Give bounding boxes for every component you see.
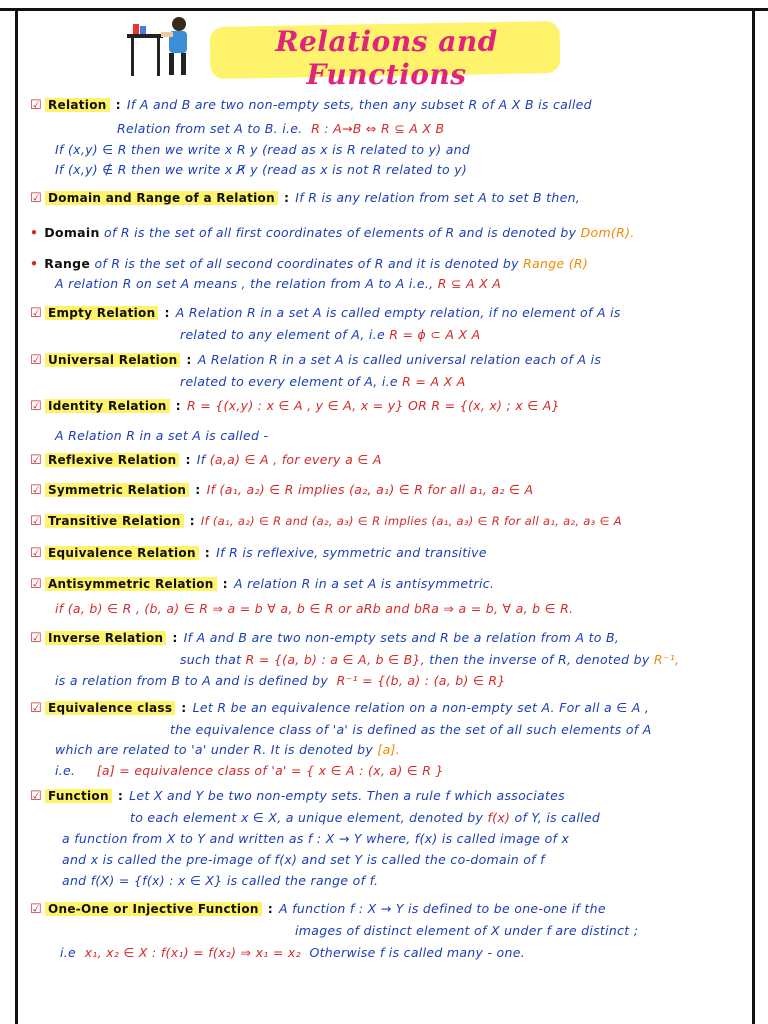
- line-range: • Range of R is the set of all second coordinates of R and it is denoted by Range (R): [30, 256, 589, 271]
- line-equivalence-class: ☑ Equivalence class : Let R be an equivalence relation on a non-empty set A. For all a ∈ A ,: [30, 700, 650, 716]
- line-function-preimage: and x is called the pre-image of f(x) and set Y is called the co-domain of f: [62, 852, 545, 867]
- term-relation: Relation: [45, 98, 110, 112]
- checkbox-icon: ☑: [30, 191, 42, 206]
- checkbox-icon: ☑: [30, 453, 42, 468]
- line-function-written: a function from X to Y and written as f : X → Y where, f(x) is called image of x: [62, 831, 570, 846]
- line-reflexive: ☑ Reflexive Relation : If (a,a) ∈ A , for every a ∈ A: [30, 452, 382, 468]
- checkbox-icon: ☑: [30, 546, 42, 561]
- checkbox-icon: ☑: [30, 631, 42, 646]
- line-universal-relation: ☑ Universal Relation : A Relation R in a set A is called universal relation each of A is: [30, 352, 602, 368]
- line-inverse-such-that: such that R = {(a, b) : a ∈ A, b ∈ B}, then the inverse of R, denoted by R⁻¹,: [180, 652, 680, 667]
- line-equivalence-class-ie: i.e. [a] = equivalence class of 'a' = { x ∈ A : (x, a) ∈ R }: [55, 763, 444, 778]
- line-identity-relation: ☑ Identity Relation : R = {(x,y) : x ∈ A , y ∈ A, x = y} OR R = {(x, x) ; x ∈ A}: [30, 398, 560, 414]
- line-antisymmetric-def: if (a, b) ∈ R , (b, a) ∈ R ⇒ a = b ∀ a, b ∈ R or aRb and bRa ⇒ a = b, ∀ a, b ∈ R.: [55, 601, 574, 616]
- line-relation-not-xry: If (x,y) ∉ R then we write x R̸ y (read as x is not R related to y): [55, 162, 468, 177]
- line-relation-on-set: A relation R on set A means , the relation from A to A i.e., R ⊆ A X A: [55, 276, 502, 291]
- page-title: Relations and Functions: [275, 25, 498, 91]
- line-relation-def: Relation from set A to B. i.e. R : A→B ⇔ R ⊆ A X B: [117, 121, 445, 136]
- line-inverse-def: is a relation from B to A and is defined by R⁻¹ = {(b, a) : (a, b) ∈ R}: [55, 673, 506, 688]
- line-relation: ☑ Relation : If A and B are two non-empty sets, then any subset R of A X B is called: [30, 97, 592, 113]
- page-frame-top: [0, 8, 768, 11]
- line-one-one: ☑ One-One or Injective Function : A function f : X → Y is defined to be one-one if the: [30, 901, 606, 917]
- line-inverse-relation: ☑ Inverse Relation : If A and B are two non-empty sets and R be a relation from A to B,: [30, 630, 620, 646]
- checkbox-icon: ☑: [30, 353, 42, 368]
- line-domain-range: ☑ Domain and Range of a Relation : If R is any relation from set A to set B then,: [30, 190, 581, 206]
- line-universal-def: related to every element of A, i.e R = A X A: [180, 374, 466, 389]
- checkbox-icon: ☑: [30, 514, 42, 529]
- line-relation-xry: If (x,y) ∈ R then we write x R y (read as x is R related to y) and: [55, 142, 471, 157]
- line-antisymmetric: ☑ Antisymmetric Relation : A relation R in a set A is antisymmetric.: [30, 576, 495, 592]
- checkbox-icon: ☑: [30, 701, 42, 716]
- checkbox-icon: ☑: [30, 902, 42, 917]
- line-function-range: and f(X) = {f(x) : x ∈ X} is called the range of f.: [62, 873, 379, 888]
- page-frame-left: [15, 8, 18, 1024]
- line-equivalence: ☑ Equivalence Relation : If R is reflexive, symmetric and transitive: [30, 545, 487, 561]
- checkbox-icon: ☑: [30, 483, 42, 498]
- checkbox-icon: ☑: [30, 306, 42, 321]
- line-function: ☑ Function : Let X and Y be two non-empty sets. Then a rule f which associates: [30, 788, 565, 804]
- checkbox-icon: ☑: [30, 789, 42, 804]
- line-empty-def: related to any element of A, i.e R = ϕ ⊂ A X A: [180, 327, 481, 342]
- student-desk-icon: [125, 14, 195, 78]
- line-domain: • Domain of R is the set of all first coordinates of elements of R and is denoted by Dom(R).: [30, 225, 635, 240]
- checkbox-icon: ☑: [30, 577, 42, 592]
- line-one-one-images: images of distinct element of X under f are distinct ;: [295, 923, 639, 938]
- line-relation-called: A Relation R in a set A is called -: [55, 428, 269, 443]
- line-function-unique: to each element x ∈ X, a unique element, denoted by f(x) of Y, is called: [130, 810, 601, 825]
- line-equivalence-class-def: the equivalence class of 'a' is defined as the set of all such elements of A: [170, 722, 652, 737]
- checkbox-icon: ☑: [30, 399, 42, 414]
- bullet-icon: •: [30, 256, 39, 271]
- bullet-icon: •: [30, 225, 39, 240]
- line-equivalence-class-denoted: which are related to 'a' under R. It is denoted by [a].: [55, 742, 400, 757]
- line-transitive: ☑ Transitive Relation : If (a₁, a₂) ∈ R and (a₂, a₃) ∈ R implies (a₁, a₃) ∈ R for all a₁, a₂, a₃ ∈ A: [30, 513, 622, 529]
- line-symmetric: ☑ Symmetric Relation : If (a₁, a₂) ∈ R implies (a₂, a₁) ∈ R for all a₁, a₂ ∈ A: [30, 482, 534, 498]
- checkbox-icon: ☑: [30, 98, 42, 113]
- line-one-one-ie: i.e x₁, x₂ ∈ X : f(x₁) = f(x₂) ⇒ x₁ = x₂ Otherwise f is called many - one.: [60, 945, 525, 960]
- page-frame-right: [752, 8, 755, 1024]
- line-empty-relation: ☑ Empty Relation : A Relation R in a set A is called empty relation, if no element of A is: [30, 305, 621, 321]
